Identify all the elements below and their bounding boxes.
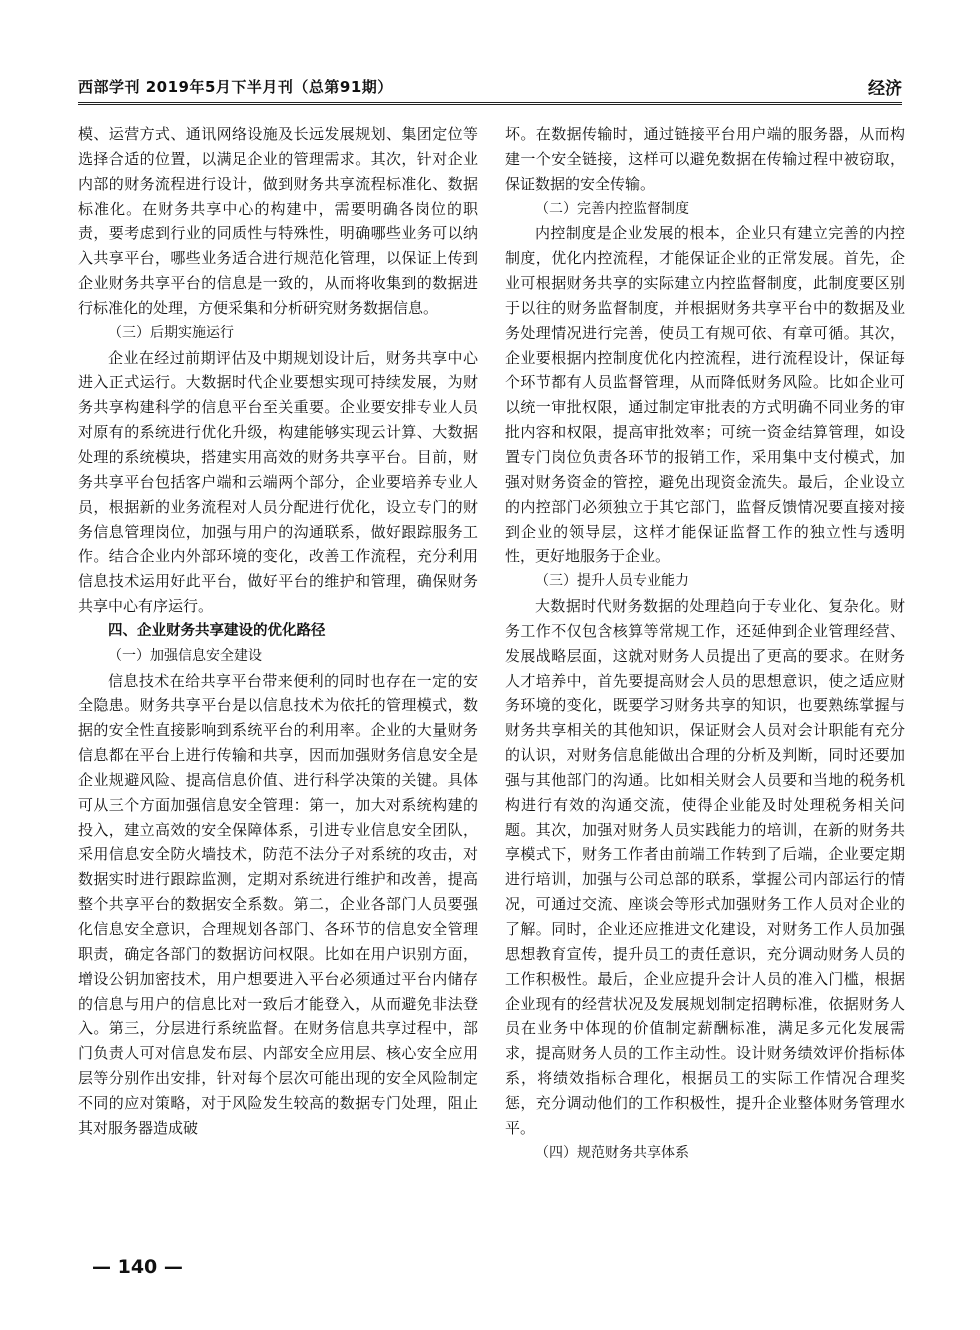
paragraph: 信息技术在给共享平台带来便利的同时也存在一定的安全隐患。财务共享平台是以信息技术为依托的管理模式，数据的安全性直接影响到系统平台的利用率。企业的大量财务信息都在平台上进行传输和共享，因而加强财务信息安全是企业规避风险、提高信息价值、进行科学决策的关键。具体可从三个方面加强信息安全管理：第一，加大对系统构建的投入，建立高效的安全保障体系，引进专业信息安全团队，采用信息安全防火墙技术，防范不法分子对系统的攻击，对数据实时进行跟踪监测，定期对系统进行维护和改善，提高整个共享平台的数据安全系数。第二，企业各部门人员要强化信息安全意识，合理规划各部门、各环节的信息安全管理职责，确定各部门的数据访问权限。比如在用户识别方面，增设公钥加密技术，用户想要进入平台必须通过平台内储存的信息与用户的信息比对一致后才能登入，从而避免非法登入。第三，分层进行系统监督。在财务信息共享过程中，部门负责人可对信息发布层、内部安全应用层、核心安全应用层等分别作出安排，针对每个层次可能出现的安全风险制定不同的应对策略，对于风险发生较高的数据专门处理，阻止其对服务器造成破 xyxy=(78,671,478,1137)
subheading: （二）完善内控监督制度 xyxy=(535,200,689,217)
paragraph: 大数据时代财务数据的处理趋向于专业化、复杂化。财务工作不仅包含核算等常规工作，还延伸到企业管理经营、发展战略层面，这就对财务人员提出了更高的要求。在财务人才培养中，首先要提高财会人员的思想意识，使之适应财务环境的变化，既要学习财务共享的知识，也要熟练掌握与财务共享相关的其他知识，保证财会人员对会计职能有充分的认识，对财务信息能做出合理的分析及判断，同时还要加强与其他部门的沟通。比如相关财会人员要和当地的税务机构进行有效的沟通交流，使得企业能及时处理税务相关问题。其次，加强对财务人员实践能力的培训，在新的财务共享模式下，财务工作者由前端工作转到了后端，企业要定期进行培训，加强与公司总部的联系，掌握公司内部运行的情况，可通过交流、座谈会等形式加强财务工作人员对企业的了解。同时，企业还应推进文化建设，对财务工作人员加强思想教育宣传，提升员工的责任意识，充分调动财务人员的工作积极性。最后，企业应提升会计人员的准入门槛，根据企业现有的经营状况及发展规划制定招聘标准，依据财务人员在业务中体现的价值制定薪酬标准，满足多元化发展需求，提高财务人员的工作主动性。设计财务绩效评价指标体系，将绩效指标合理化，根据员工的实际工作情况合理奖惩，充分调动他们的工作积极性，提升企业整体财务管理水平。 xyxy=(505,597,905,1137)
paragraph: 模、运营方式、通讯网络设施及长远发展规划、集团定位等选择合适的位置，以满足企业的管理需求。其次，针对企业内部的财务流程进行设计，做到财务共享流程标准化、数据标准化。在财务共享中心的构建中，需要明确各岗位的职责，要考虑到行业的同质性与特殊性，明确哪些业务可以纳入共享平台，哪些业务适合进行规范化管理，以保证上传到企业财务共享平台的信息是一致的，从而将收集到的数据进行标准化的处理，方便采集和分析研究财务数据信息。 xyxy=(78,125,478,317)
right-column xyxy=(505,122,905,1165)
paragraph: 企业在经过前期评估及中期规划设计后，财务共享中心进入正式运行。大数据时代企业要想实现可持续发展，为财务共享构建科学的信息平台至关重要。企业要安排专业人员对原有的系统进行优化升级，构建能够实现云计算、大数据处理的系统模块，搭建实用高效的财务共享平台。目前，财务共享平台包括客户端和云端两个部分，企业要培养专业人员，根据新的业务流程对人员分配进行优化，设立专门的财务信息管理岗位，加强与用户的沟通联系，做好跟踪服务工作。结合企业内外部环境的变化，改善工作流程，充分利用信息技术运用好此平台，做好平台的维护和管理，确保财务共享中心有序运行。 xyxy=(78,348,478,616)
subheading: （三）提升人员专业能力 xyxy=(535,573,689,590)
page-number: — 140 — xyxy=(92,1256,183,1278)
subheading: （三）后期实施运行 xyxy=(108,324,234,341)
subheading: （一）加强信息安全建设 xyxy=(108,647,262,664)
section-label: 经济 xyxy=(868,79,902,99)
subheading: （四）规范财务共享体系 xyxy=(535,1144,689,1161)
section-heading: 四、企业财务共享建设的优化路径 xyxy=(108,622,326,639)
paragraph: 内控制度是企业发展的根本，企业只有建立完善的内控制度，优化内控流程，才能保证企业的正常发展。首先，企业可根据财务共享的实际建立内控监督制度，此制度要区别于以往的财务监督制度，并根据财务共享平台中的数据及业务处理情况进行完善，使员工有规可依、有章可循。其次，企业要根据内控制度优化内控流程，进行流程设计，保证每个环节都有人员监督管理，从而降低财务风险。比如企业可以统一审批权限，通过制定审批表的方式明确不同业务的审批内容和权限，提高审批效率；可统一资金结算管理，如设置专门岗位负责各环节的报销工作，采用集中支付模式，加强对财务资金的管控，避免出现资金流失。最后，企业设立的内控部门必须独立于其它部门，监督反馈情况要直接对接到企业的领导层，这样才能保证监督工作的独立性与透明性，更好地服务于企业。 xyxy=(505,224,905,566)
left-column xyxy=(78,122,478,1141)
journal-title: 西部学刊 2019年5月下半月刊（总第91期） xyxy=(78,78,393,96)
running-header xyxy=(78,76,902,105)
paragraph: 坏。在数据传输时，通过链接平台用户端的服务器，从而构建一个安全链接，这样可以避免数据在传输过程中被窃取，保证数据的安全传输。 xyxy=(505,125,905,193)
